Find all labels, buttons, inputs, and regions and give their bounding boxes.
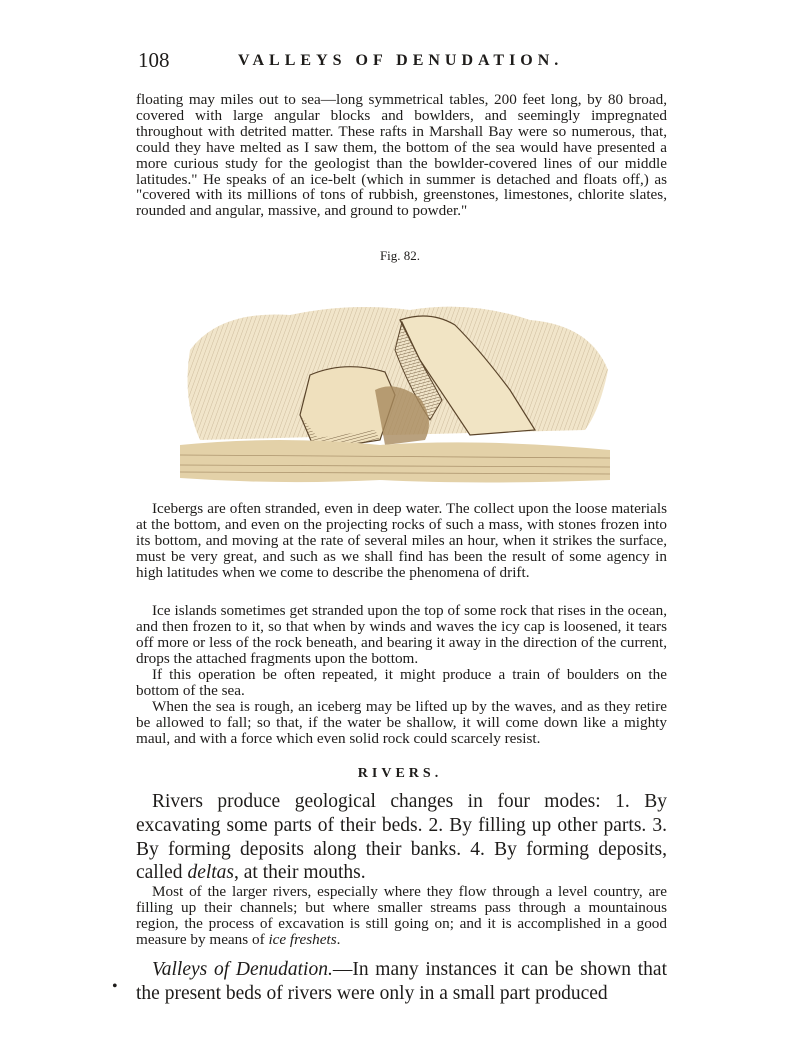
page-header bbox=[138, 48, 668, 76]
paragraph-ice-rafts: floating may miles out to sea—long symmetrical tables, 200 feet long, by 80 broad, covered with large angular blocks and bowlders, and seemingly impregnated throughout with detrited matter. These rafts in Marshall Bay were so numerous, that, could they have melted as I saw them, the bottom of the sea would have presented a more curious study for the geologist than the bowlder-covered lines of our middle latitudes." He speaks of an ice-belt (which in summer is detached and floats off,) as "covered with its millions of tons of rubbish, greenstones, limestones, chlorite slates, rounded and angular, massive, and ground to powder." bbox=[136, 91, 667, 220]
section-heading-rivers: RIVERS. bbox=[357, 766, 443, 781]
valleys-text: —In many instances it can be shown that the present beds of rivers were only in a small part produced bbox=[136, 959, 667, 1004]
figure-caption: Fig. 82. bbox=[379, 248, 421, 263]
paragraph-larger-rivers bbox=[136, 884, 667, 948]
deltas-term: deltas bbox=[187, 862, 235, 884]
running-title: VALLEYS OF DENUDATION. bbox=[238, 52, 564, 69]
ice-freshets-term: ice freshets bbox=[268, 930, 337, 948]
paragraph-stranded-icebergs: Icebergs are often stranded, even in deep water. The collect upon the loose materials at the bottom, and even on the projecting rocks of such a mass, with stones frozen into its bottom, and moving at the rate of several miles an hour, when it strikes the surface, must be very great, and such as we shall find has been the result of some agency in high latitudes when we come to describe the phenomena of drift. bbox=[136, 500, 667, 581]
page-number: 108 bbox=[138, 48, 170, 72]
valleys-heading: Valleys of Denudation. bbox=[152, 959, 333, 980]
paragraph-valleys-of-denudation bbox=[136, 958, 667, 1006]
rivers-modes-text: Rivers produce geological changes in four modes: 1. By excavating some parts of their beds. 2. By filling up other parts. 3. By forming deposits along their banks. 4. By forming deposits, called bbox=[136, 791, 667, 884]
paragraph-rivers-modes bbox=[136, 790, 667, 885]
larger-rivers-text: Most of the larger rivers, especially where they flow through a level country, are filling up their channels; but where smaller streams pass through a mountainous region, the process of excavation is still going on; and it is accomplished in a good measure by means of bbox=[136, 883, 667, 948]
stray-mark: • bbox=[112, 978, 118, 995]
paragraph-rough-sea: When the sea is rough, an iceberg may be lifted up by the waves, and as they retire be allowed to fall; so that, if the water be shallow, it will come down like a mighty maul, and with a force which even solid rock could scarcely resist. bbox=[136, 698, 667, 747]
larger-rivers-end: . bbox=[336, 930, 341, 948]
paragraph-train-of-boulders: If this operation be often repeated, it might produce a train of boulders on the bottom of the sea. bbox=[136, 666, 667, 699]
rivers-modes-end: , at their mouths. bbox=[234, 862, 366, 884]
iceberg-engraving bbox=[180, 280, 610, 490]
paragraph-ice-islands: Ice islands sometimes get stranded upon the top of some rock that rises in the ocean, and then frozen to it, so that when by winds and waves the icy cap is loosened, it tears off more or less of the rock beneath, and bearing it away in the direction of the current, drops the attached fragments upon the bottom. bbox=[136, 602, 667, 667]
